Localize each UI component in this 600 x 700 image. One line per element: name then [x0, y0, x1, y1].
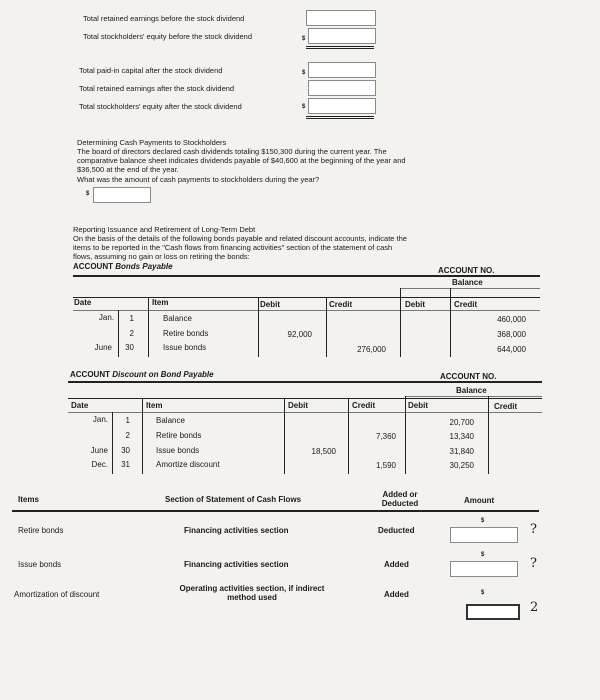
- header-bottom-rule: [73, 297, 540, 298]
- row-debit: 92,000: [287, 330, 312, 339]
- account-title: ACCOUNT Bonds Payable: [73, 262, 173, 271]
- row-item: Retire bonds: [156, 431, 202, 440]
- row-day: 1: [129, 314, 134, 323]
- total-underline: [306, 116, 374, 117]
- dollar-prefix: $: [481, 590, 485, 596]
- row-day: 30: [121, 446, 130, 455]
- row-day: 2: [129, 329, 134, 338]
- row-credit: 7,360: [375, 432, 396, 441]
- row-bal-credit: 644,000: [497, 345, 526, 354]
- row-credit: 1,590: [375, 461, 396, 470]
- col-divider: [405, 396, 406, 474]
- row-item: Retire bonds: [163, 329, 209, 338]
- account-title: ACCOUNT Discount on Bond Payable: [70, 370, 214, 379]
- col-divider: [326, 297, 327, 357]
- cf-row-added: Added: [384, 560, 409, 569]
- account-number-label: ACCOUNT NO.: [440, 372, 497, 381]
- balance-rule: [400, 288, 540, 289]
- cf-row-item: Retire bonds: [18, 526, 64, 535]
- cf-row-section: Financing activities section: [184, 560, 289, 569]
- stockholders-equity-before-input[interactable]: [308, 28, 376, 44]
- dollar-prefix: $: [481, 552, 485, 558]
- col-divider: [348, 398, 349, 474]
- equity-row-label: Total stockholders' equity after the stock dividend: [79, 102, 242, 111]
- debt-line: items to be reported in the "Cash flows from financing activities" section of the statement of cash: [73, 243, 393, 252]
- col-divider: [118, 310, 119, 357]
- row-debit: 18,500: [311, 447, 336, 456]
- row-day: 2: [125, 431, 130, 440]
- row-day: 30: [125, 343, 134, 352]
- issue-bonds-amount-input[interactable]: [450, 561, 518, 577]
- dollar-prefix: $: [481, 518, 485, 524]
- row-month: June: [94, 343, 112, 352]
- col-divider: [112, 412, 113, 474]
- col-divider: [450, 288, 451, 357]
- col-header-debit: Debit: [288, 401, 308, 410]
- balance-header: Balance: [452, 278, 483, 287]
- dollar-prefix: $: [302, 70, 306, 76]
- row-item: Balance: [163, 314, 192, 323]
- cf-header-rule: [12, 510, 539, 512]
- row-item: Amortize discount: [156, 460, 220, 469]
- col-header-bal-debit: Debit: [405, 300, 425, 309]
- col-divider: [148, 297, 149, 357]
- row-day: 31: [121, 460, 130, 469]
- col-divider: [284, 398, 285, 474]
- cf-row-item: Amortization of discount: [14, 590, 100, 599]
- row-month: Jan.: [98, 313, 114, 322]
- row-day: 1: [125, 416, 130, 425]
- dollar-prefix: $: [302, 104, 306, 110]
- col-divider: [142, 398, 143, 474]
- col-header-bal-credit: Credit: [494, 402, 518, 411]
- total-underline: [306, 46, 374, 47]
- row-month: Jan.: [92, 415, 108, 424]
- row-item: Issue bonds: [163, 343, 207, 352]
- row-month: Dec.: [91, 460, 108, 469]
- total-double-underline: [306, 118, 374, 119]
- cash-payments-line: $36,500 at the end of the year.: [77, 165, 179, 174]
- cash-payments-input[interactable]: [93, 187, 151, 203]
- total-double-underline: [306, 48, 374, 49]
- col-header-debit: Debit: [260, 300, 280, 309]
- handwritten-note: ?: [530, 522, 537, 537]
- cf-row-added: Added: [384, 590, 409, 599]
- equity-row-label: Total retained earnings before the stock dividend: [83, 14, 245, 23]
- header-rule: [73, 310, 540, 311]
- col-header-bal-credit: Credit: [454, 300, 478, 309]
- row-bal-credit: 368,000: [497, 330, 526, 339]
- account-top-rule: [73, 275, 540, 277]
- header-rule: [68, 412, 542, 413]
- col-divider: [258, 297, 259, 357]
- cf-header-added: Added or Deducted: [381, 490, 419, 508]
- amortization-amount-input[interactable]: [466, 604, 520, 620]
- col-header-item: Item: [152, 298, 169, 307]
- cash-payments-title: Determining Cash Payments to Stockholders: [77, 138, 227, 147]
- handwritten-note: ?: [530, 556, 537, 571]
- retire-bonds-amount-input[interactable]: [450, 527, 518, 543]
- retained-earnings-after-input[interactable]: [308, 80, 376, 96]
- paid-in-capital-after-input[interactable]: [308, 62, 376, 78]
- balance-header: Balance: [456, 386, 487, 395]
- equity-row-label: Total stockholders' equity before the stock dividend: [83, 32, 253, 41]
- cash-payments-question: What was the amount of cash payments to stockholders during the year?: [77, 175, 320, 184]
- debt-line: On the basis of the details of the following bonds payable and related discount accounts, indicate the: [73, 234, 407, 243]
- col-divider: [488, 396, 489, 474]
- stockholders-equity-after-input[interactable]: [308, 98, 376, 114]
- col-header-bal-debit: Debit: [408, 401, 428, 410]
- cf-row-item: Issue bonds: [18, 560, 62, 569]
- col-header-credit: Credit: [329, 300, 353, 309]
- account-number-label: ACCOUNT NO.: [438, 266, 495, 275]
- col-divider: [400, 288, 401, 357]
- row-bal-debit: 13,340: [449, 432, 474, 441]
- row-bal-debit: 30,250: [449, 461, 474, 470]
- row-bal-debit: 31,840: [449, 447, 474, 456]
- balance-rule: [405, 396, 542, 397]
- cf-row-section: Operating activities section, if indirect method used: [179, 584, 325, 602]
- equity-row-label: Total retained earnings after the stock dividend: [79, 84, 235, 93]
- col-header-date: Date: [74, 298, 92, 307]
- cash-payments-line: comparative balance sheet indicates dividends payable of $40,600 at the beginning of the year and: [77, 156, 406, 165]
- retained-earnings-before-input[interactable]: [306, 10, 376, 26]
- cf-header-section: Section of Statement of Cash Flows: [165, 495, 302, 504]
- dollar-prefix: $: [302, 36, 306, 42]
- debt-line: flows, assuming no gain or loss on retiring the bonds:: [73, 252, 250, 261]
- equity-row-label: Total paid-in capital after the stock dividend: [79, 66, 223, 75]
- cf-header-items: Items: [18, 495, 39, 504]
- col-header-credit: Credit: [352, 401, 376, 410]
- row-month: June: [90, 446, 108, 455]
- header-top-rule: [68, 398, 542, 399]
- dollar-prefix: $: [86, 191, 90, 197]
- cf-header-amount: Amount: [464, 496, 495, 505]
- row-bal-debit: 20,700: [449, 418, 474, 427]
- row-credit: 276,000: [357, 345, 386, 354]
- debt-title: Reporting Issuance and Retirement of Long-Term Debt: [73, 225, 256, 234]
- row-bal-credit: 460,000: [497, 315, 526, 324]
- col-header-date: Date: [71, 401, 89, 410]
- account-top-rule: [68, 381, 542, 383]
- cf-row-section: Financing activities section: [184, 526, 289, 535]
- handwritten-note: 2: [530, 600, 539, 615]
- cf-row-added: Deducted: [378, 526, 415, 535]
- cash-payments-line: The board of directors declared cash dividends totaling $150,300 during the current year. The: [77, 147, 387, 156]
- row-item: Issue bonds: [156, 446, 200, 455]
- row-item: Balance: [156, 416, 185, 425]
- col-header-item: Item: [146, 401, 163, 410]
